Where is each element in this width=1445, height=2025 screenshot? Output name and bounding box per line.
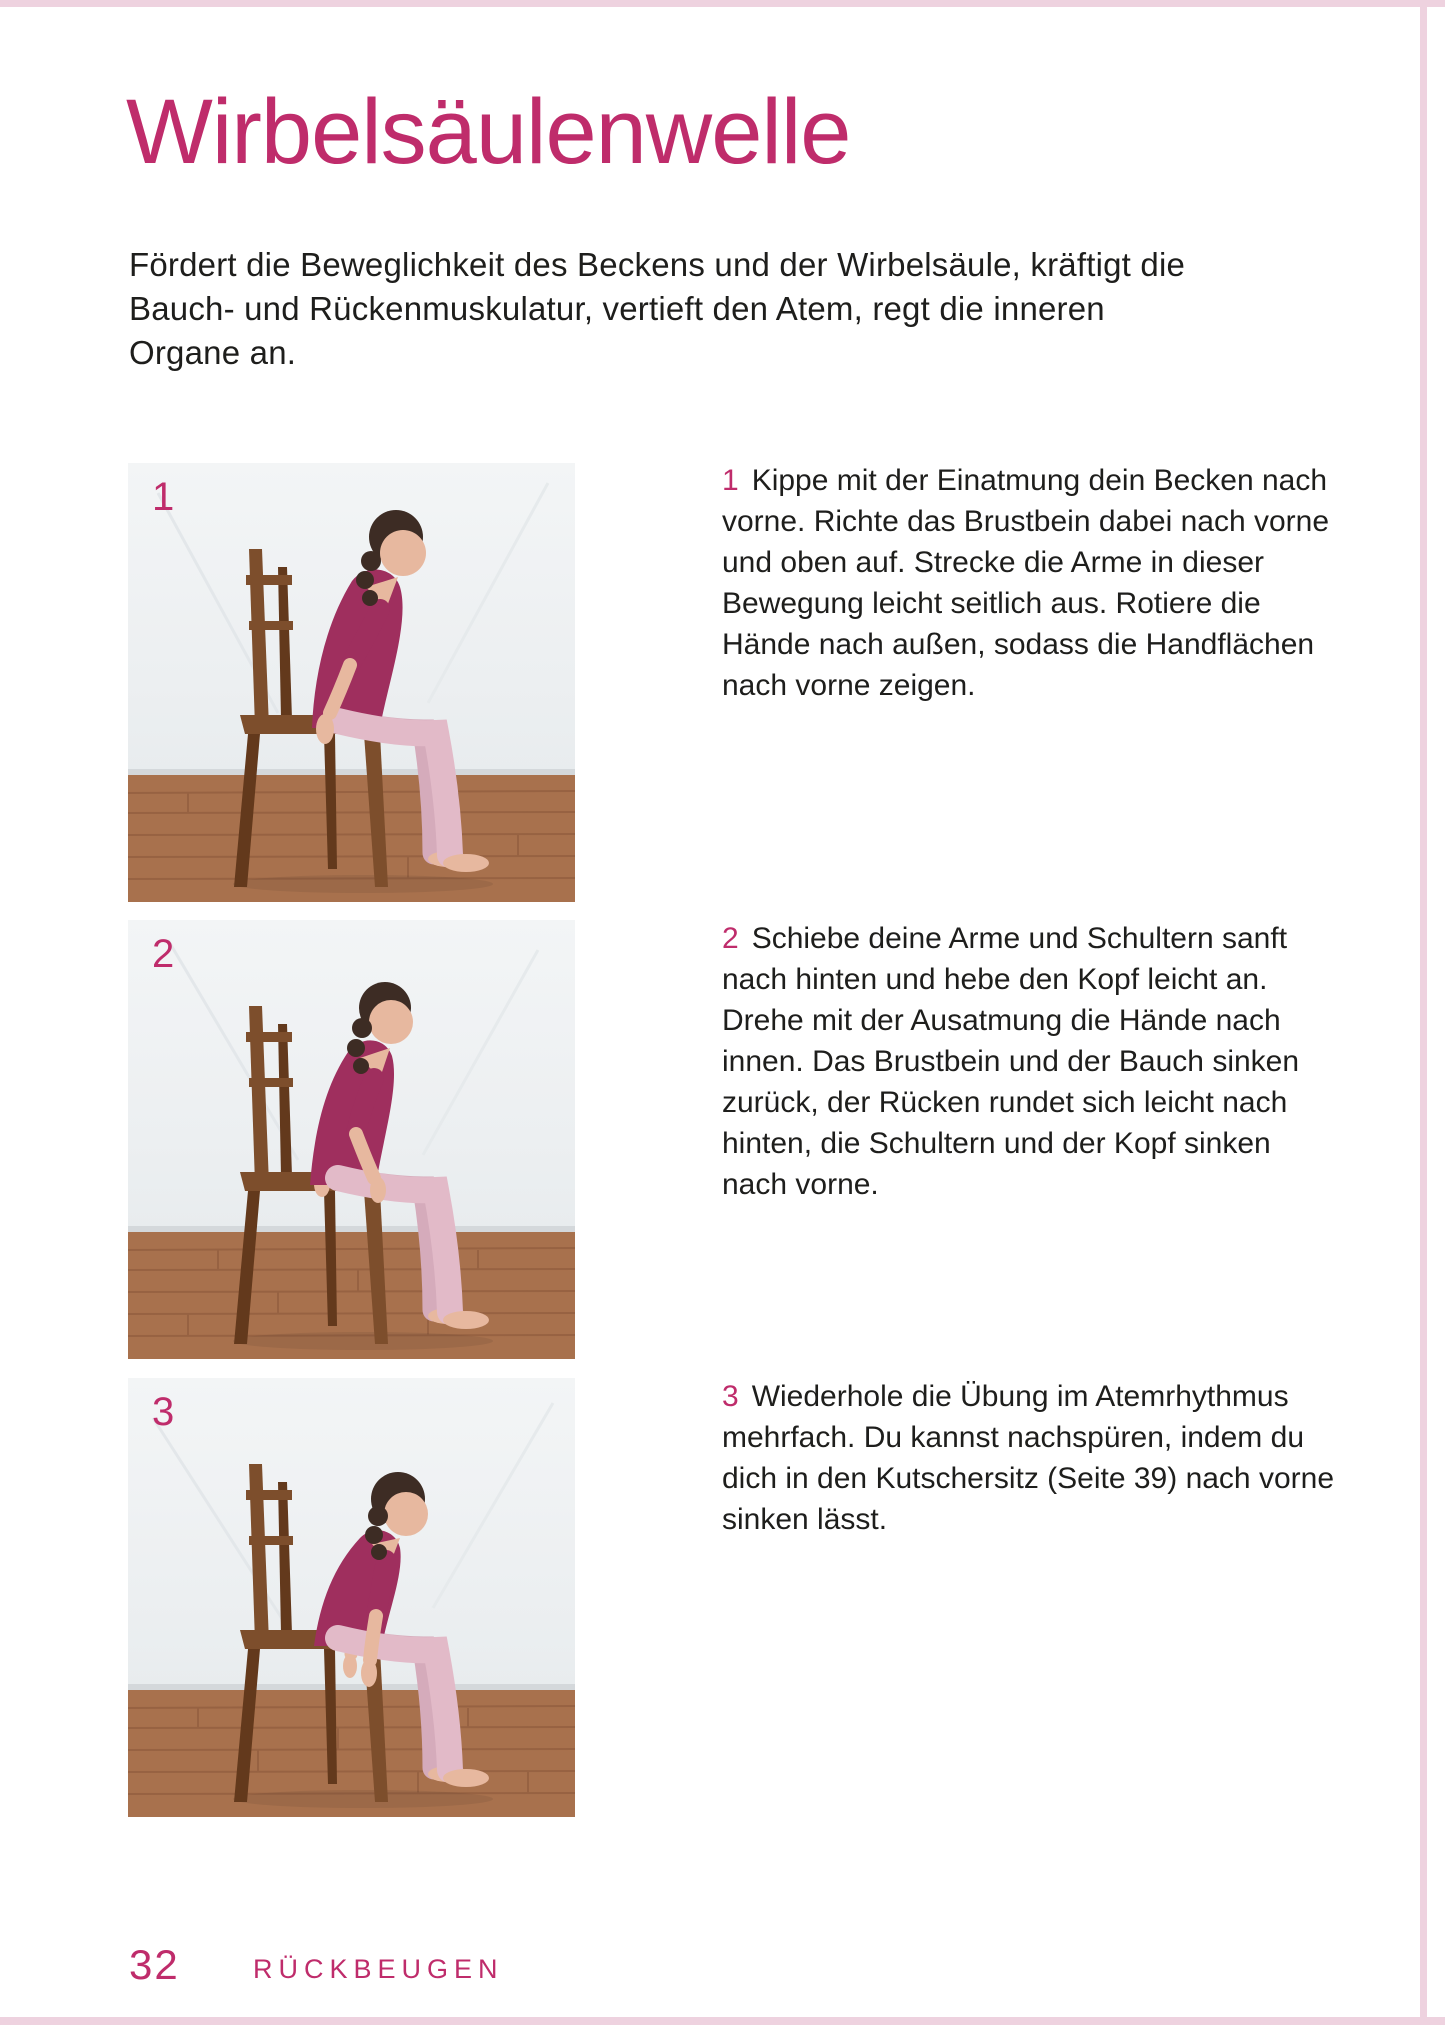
intro-paragraph: Fördert die Beweglichkeit des Beckens und der Wirbelsäule, kräftigt die Bauch- und Rückenmuskulatur, vertieft den Atem, regt die inneren Organe an. <box>129 246 1186 371</box>
page-number: 32 <box>129 1941 180 1988</box>
step-photo-1 <box>128 463 575 902</box>
step-2-instruction: Schiebe deine Arme und Schultern sanft nach hinten und hebe den Kopf leicht an. Drehe mit der Ausatmung die Hände nach innen. Das Brustbein und der Bauch sinken zurück, der Rücken rundet sich leicht nach hinten, die Schultern und der Kopf sinken nach vorne. <box>722 922 1300 1201</box>
exercise-photo-illustration-3 <box>128 1378 575 1817</box>
photo-number-label-3: 3 <box>152 1390 175 1434</box>
page-border-bottom <box>0 2017 1445 2025</box>
step-1-number: 1 <box>722 464 739 497</box>
section-label: RÜCKBEUGEN <box>253 1954 504 1984</box>
exercise-photo-illustration-1 <box>128 463 575 902</box>
photo-number-label-1: 1 <box>152 475 175 519</box>
step-photo-2 <box>128 920 575 1359</box>
step-3-number: 3 <box>722 1380 739 1413</box>
step-1-paragraph <box>722 460 1340 706</box>
page-border-top <box>0 0 1445 7</box>
exercise-photo-illustration-2 <box>128 920 575 1359</box>
step-3-paragraph <box>722 1376 1340 1540</box>
page-border-right <box>1420 0 1427 2025</box>
step-photo-3 <box>128 1378 575 1817</box>
step-3-instruction: Wiederhole die Übung im Atemrhythmus mehrfach. Du kannst nachspüren, indem du dich in den Kutschersitz (Seite 39) nach vorne sinken lässt. <box>722 1380 1334 1536</box>
step-2-paragraph <box>722 918 1340 1205</box>
photo-number-label-2: 2 <box>152 932 175 976</box>
step-1-instruction: Kippe mit der Einatmung dein Becken nach vorne. Richte das Brustbein dabei nach vorne und oben auf. Strecke die Arme in dieser Bewegung leicht seitlich aus. Rotiere die Hände nach außen, sodass die Handflächen nach vorne zeigen. <box>722 464 1330 702</box>
page-title: Wirbelsäulenwelle <box>126 81 851 183</box>
step-2-number: 2 <box>722 922 739 955</box>
